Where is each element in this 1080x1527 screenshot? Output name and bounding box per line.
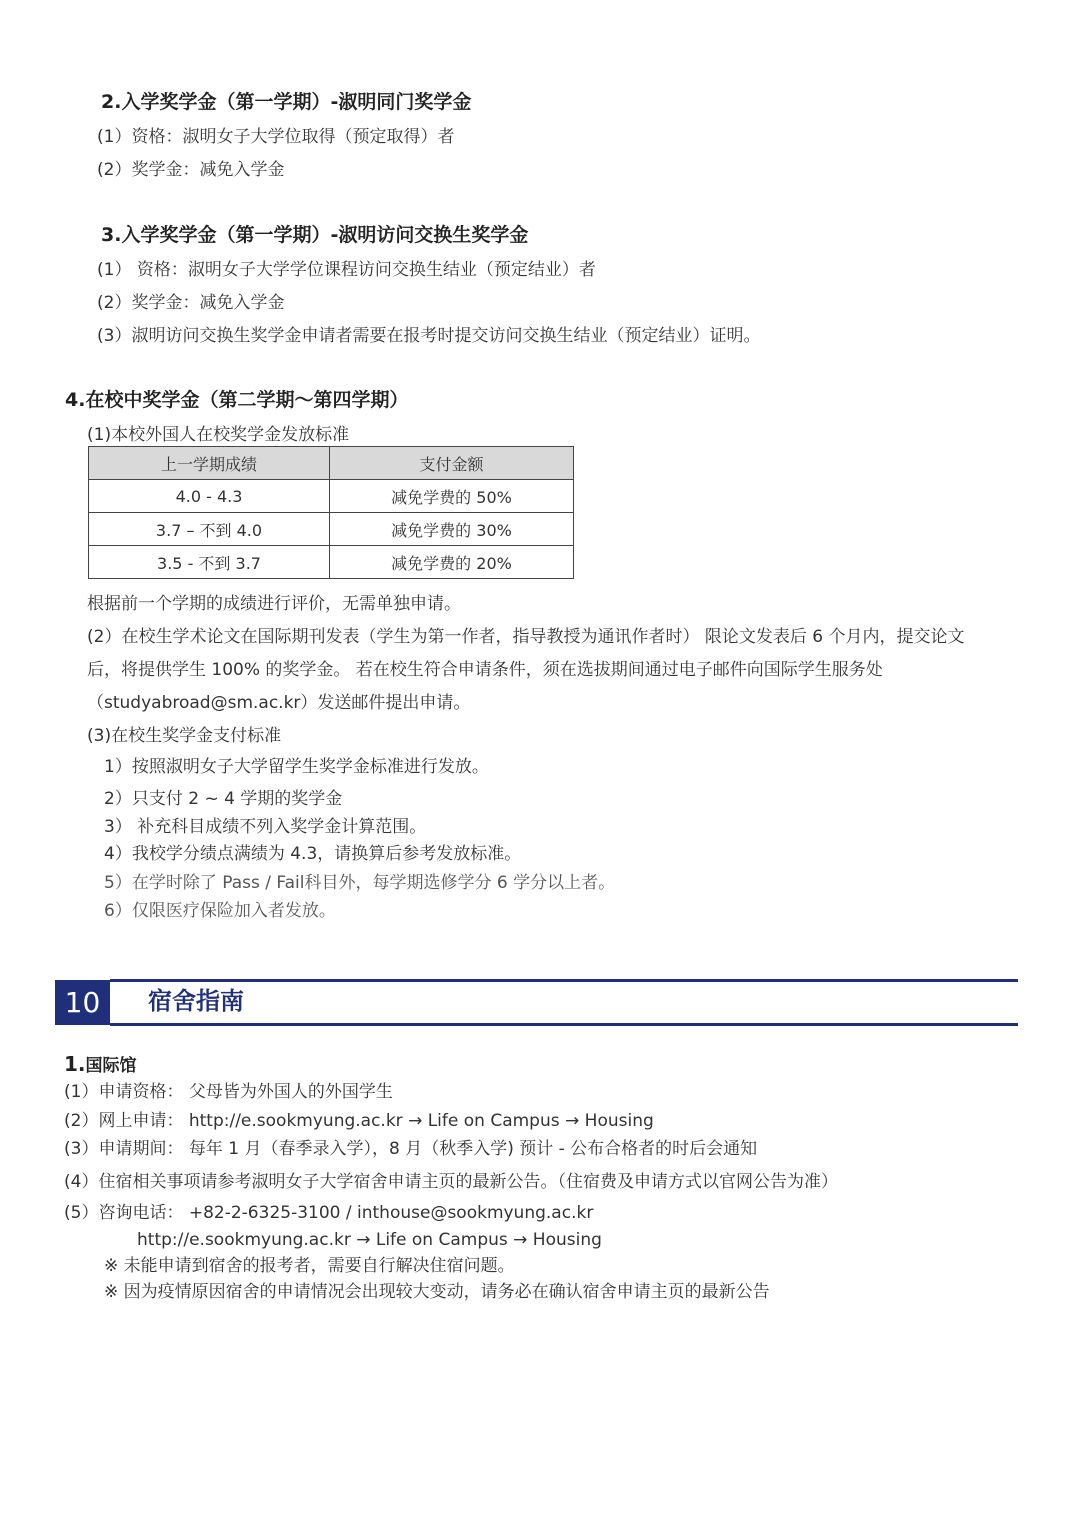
section-4-title: 4.在校中奖学金（第二学期～第四学期） — [65, 389, 409, 411]
dorm-note-1: ※ 未能申请到宿舍的报考者，需要自行解决住宿问题。 — [104, 1256, 515, 1276]
section-divider-bottom — [110, 1023, 1018, 1026]
s2-item-2: (2）奖学金：减免入学金 — [97, 160, 285, 180]
s4-note: 根据前一个学期的成绩进行评价，无需单独申请。 — [87, 594, 461, 614]
s3-item-1: (1） 资格：淑明女子大学学位课程访问交换生结业（预定结业）者 — [97, 260, 596, 280]
s4-p2-line-1: (2）在校生学术论文在国际期刊发表（学生为第一作者，指导教授为通讯作者时） 限论文发表后 6 个月内，提交论文 — [87, 627, 965, 647]
table-cell: 3.5 - 不到 3.7 — [89, 546, 330, 579]
table-cell: 4.0 - 4.3 — [89, 480, 330, 513]
s4-sub1: (1)本校外国人在校奖学金发放标准 — [87, 425, 350, 445]
s4-p2-line-3: （studyabroad@sm.ac.kr）发送邮件提出申请。 — [87, 693, 471, 713]
dorm-item-1: (1）申请资格： 父母皆为外国人的外国学生 — [64, 1082, 393, 1102]
table-header-grade: 上一学期成绩 — [89, 447, 330, 480]
section-2-title: 2.入学奖学金（第一学期）-淑明同门奖学金 — [101, 91, 472, 113]
table-cell: 减免学费的 20% — [330, 546, 574, 579]
dorm-title-text: 国际馆 — [85, 1056, 137, 1076]
dorm-item-4: (4）住宿相关事项请参考淑明女子大学宿舍申请主页的最新公告。（住宿费及申请方式以官网公告为准） — [64, 1172, 838, 1192]
table-cell: 减免学费的 30% — [330, 513, 574, 546]
section-3-title: 3.入学奖学金（第一学期）-淑明访问交换生奖学金 — [101, 224, 529, 246]
s4-list-item-4: 4）我校学分绩点满绩为 4.3，请换算后参考发放标准。 — [104, 844, 522, 864]
s4-list-item-1: 1）按照淑明女子大学留学生奖学金标准进行发放。 — [104, 757, 489, 777]
s4-sub3: (3)在校生奖学金支付标准 — [87, 726, 282, 746]
dorm-note-2: ※ 因为疫情原因宿舍的申请情况会出现较大变动，请务必在确认宿舍申请主页的最新公告 — [104, 1282, 770, 1302]
table-row — [89, 513, 574, 546]
scholarship-table — [88, 446, 574, 579]
table-header-row — [89, 447, 574, 480]
s3-item-2: (2）奖学金：减免入学金 — [97, 293, 285, 313]
dorm-title — [64, 1053, 137, 1077]
dorm-title-number: 1. — [64, 1052, 86, 1076]
section-number: 10 — [55, 980, 110, 1025]
table-row — [89, 480, 574, 513]
dorm-item-2: (2）网上申请： http://e.sookmyung.ac.kr → Life on Campus → Housing — [64, 1111, 654, 1131]
table-cell: 3.7 – 不到 4.0 — [89, 513, 330, 546]
s4-list-item-6: 6）仅限医疗保险加入者发放。 — [104, 901, 336, 921]
s4-list-item-3: 3） 补充科目成绩不列入奖学金计算范围。 — [104, 817, 427, 837]
section-title: 宿舍指南 — [148, 987, 244, 1015]
table-cell: 减免学费的 50% — [330, 480, 574, 513]
section-divider-top — [110, 979, 1018, 982]
table-row — [89, 546, 574, 579]
table-header-amount: 支付金额 — [330, 447, 574, 480]
dorm-contact-url: http://e.sookmyung.ac.kr → Life on Campus → Housing — [137, 1230, 602, 1250]
s2-item-1: (1）资格：淑明女子大学位取得（预定取得）者 — [97, 127, 455, 147]
s4-p2-line-2: 后，将提供学生 100% 的奖学金。 若在校生符合申请条件，须在选拔期间通过电子邮件向国际学生服务处 — [87, 660, 883, 680]
s3-item-3: (3）淑明访问交换生奖学金申请者需要在报考时提交访问交换生结业（预定结业）证明。 — [97, 326, 761, 346]
dorm-item-3: (3）申请期间： 每年 1 月（春季录入学），8 月（秋季入学) 预计 - 公布合格者的时后会通知 — [64, 1139, 758, 1159]
s4-list-item-2: 2）只支付 2 ~ 4 学期的奖学金 — [104, 789, 343, 809]
s4-list-item-5: 5）在学时除了 Pass / Fail科目外，每学期选修学分 6 学分以上者。 — [104, 873, 616, 893]
dorm-item-5: (5）咨询电话： +82-2-6325-3100 / inthouse@sookmyung.ac.kr — [64, 1203, 594, 1223]
